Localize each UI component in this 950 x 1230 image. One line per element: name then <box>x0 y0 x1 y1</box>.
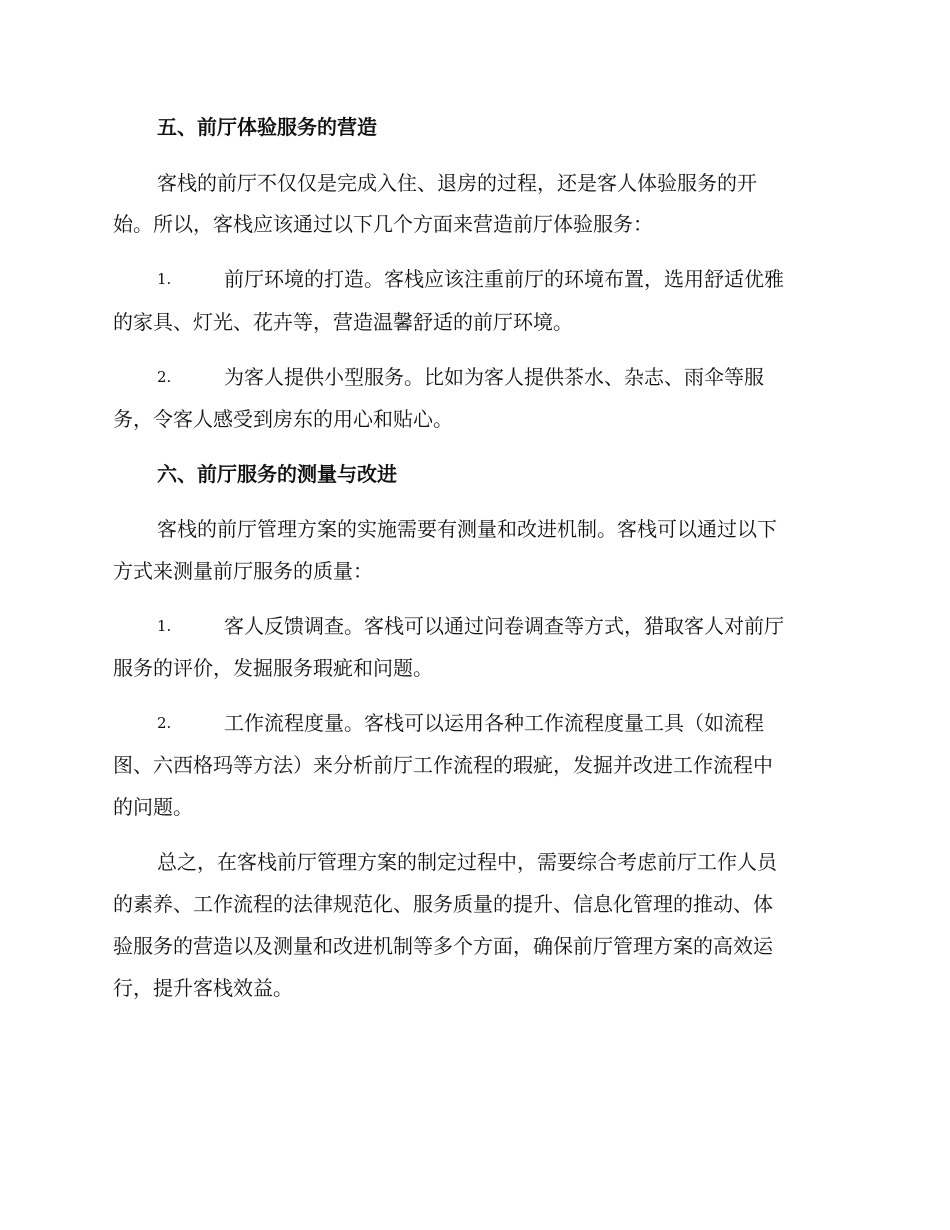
paragraph-line: 始。所以，客栈应该通过以下几个方面来营造前厅体验服务： <box>113 212 653 236</box>
list-item-line: 工作流程度量。客栈可以运用各种工作流程度量工具（如流程 <box>224 711 764 735</box>
conclusion-line: 总之，在客栈前厅管理方案的制定过程中，需要综合考虑前厅工作人员 <box>157 850 777 874</box>
list-number: 1. <box>157 270 172 288</box>
conclusion-line: 行，提升客栈效益。 <box>113 976 293 1000</box>
list-number: 1. <box>157 617 172 635</box>
paragraph-line: 方式来测量前厅服务的质量： <box>113 559 373 583</box>
section-heading: 五、前厅体验服务的营造 <box>157 115 377 139</box>
list-item-line: 务，令客人感受到房东的用心和贴心。 <box>113 407 453 431</box>
conclusion-line: 验服务的营造以及测量和改进机制等多个方面，确保前厅管理方案的高效运 <box>113 934 773 958</box>
list-item-line: 前厅环境的打造。客栈应该注重前厅的环境布置，选用舒适优雅 <box>224 267 784 291</box>
list-item-line: 服务的评价，发掘服务瑕疵和问题。 <box>113 656 433 680</box>
list-item-line: 的问题。 <box>113 795 193 819</box>
list-item-line: 图、六西格玛等方法）来分析前厅工作流程的瑕疵，发掘并改进工作流程中 <box>113 753 773 777</box>
conclusion-line: 的素养、工作流程的法律规范化、服务质量的提升、信息化管理的推动、体 <box>113 892 773 916</box>
list-number: 2. <box>157 368 172 386</box>
list-item-line: 的家具、灯光、花卉等，营造温馨舒适的前厅环境。 <box>113 310 573 334</box>
section-heading: 六、前厅服务的测量与改进 <box>157 462 397 486</box>
paragraph-line: 客栈的前厅不仅仅是完成入住、退房的过程，还是客人体验服务的开 <box>157 171 757 195</box>
list-item-line: 为客人提供小型服务。比如为客人提供茶水、杂志、雨伞等服 <box>224 365 764 389</box>
list-item-line: 客人反馈调查。客栈可以通过问卷调查等方式，猎取客人对前厅 <box>224 614 784 638</box>
paragraph-line: 客栈的前厅管理方案的实施需要有测量和改进机制。客栈可以通过以下 <box>157 517 777 541</box>
list-number: 2. <box>157 714 172 732</box>
